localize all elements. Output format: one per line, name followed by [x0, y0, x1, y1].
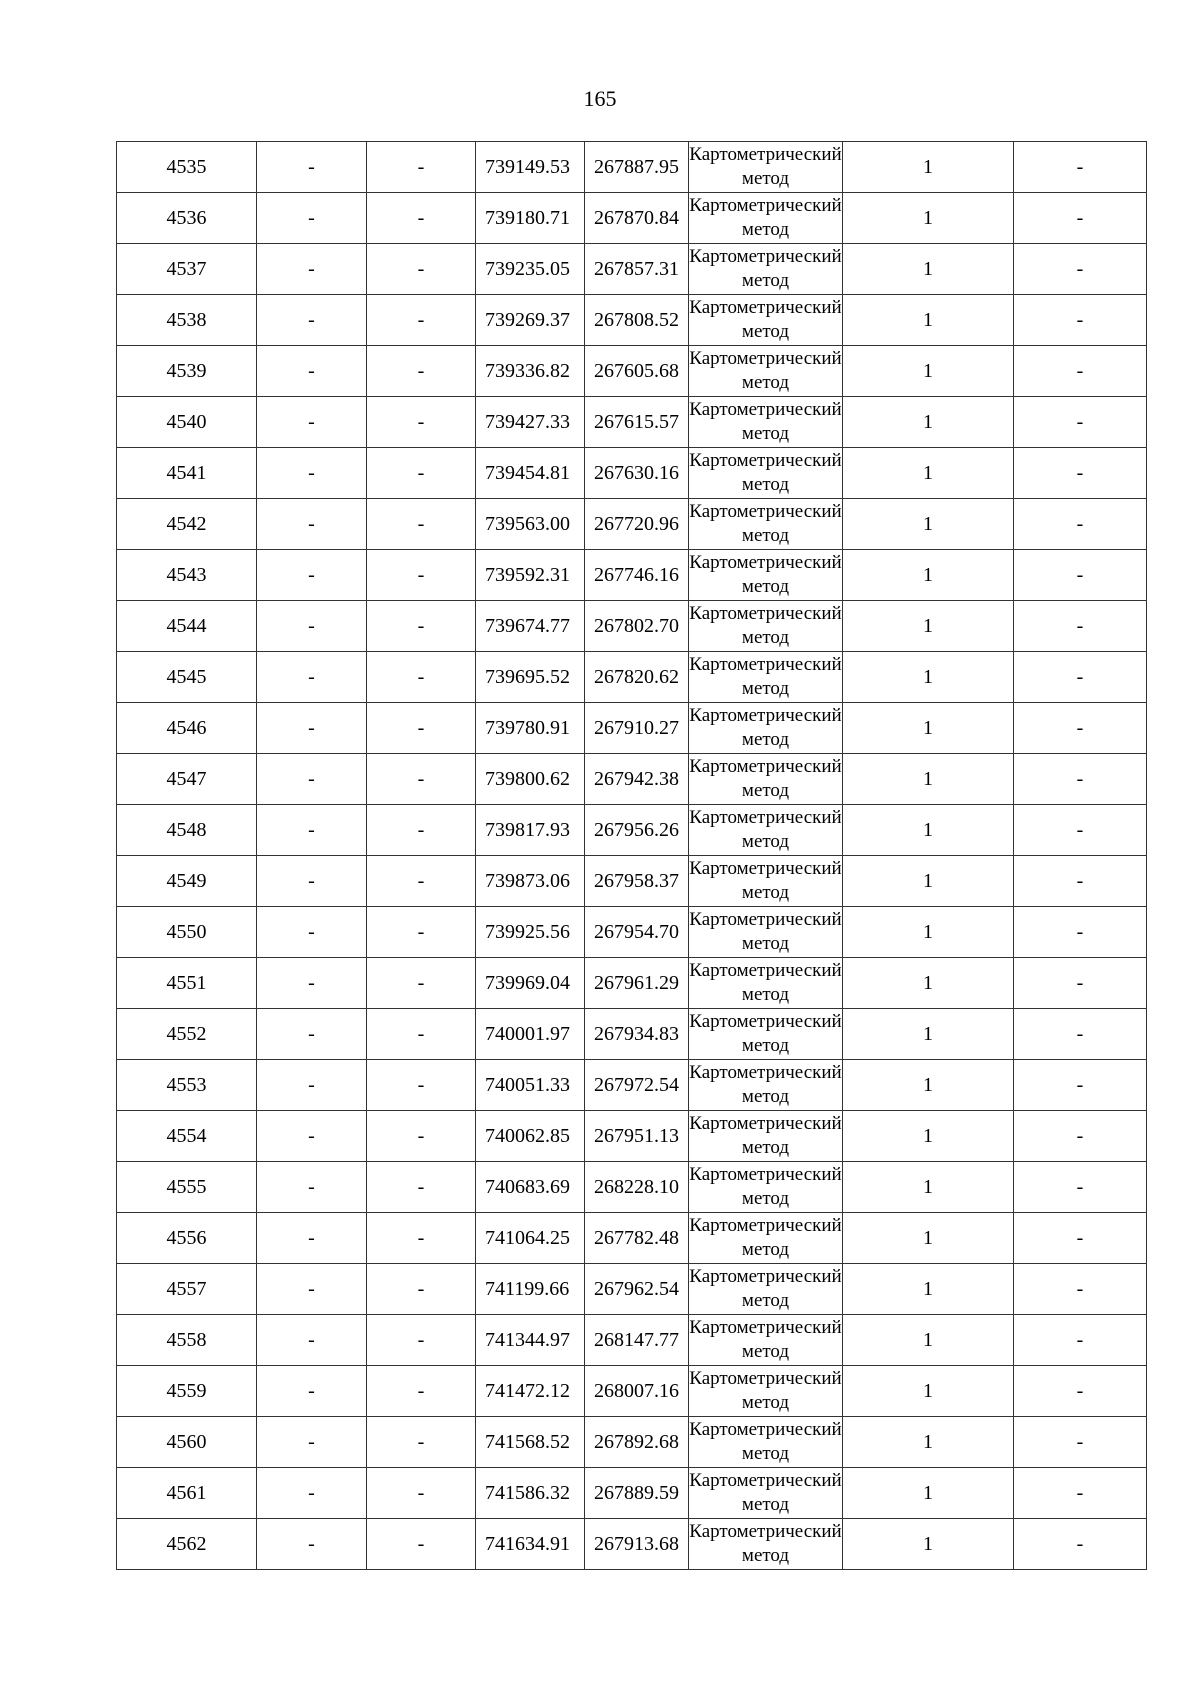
column-3-cell: - [367, 601, 476, 652]
method-cell: Картометрический метод [689, 1111, 843, 1162]
point-number-cell: 4538 [117, 295, 257, 346]
column-3-cell: - [367, 193, 476, 244]
table-row [117, 1162, 1147, 1213]
point-number-cell: 4543 [117, 550, 257, 601]
table-row [117, 1213, 1147, 1264]
last-column-cell: - [1014, 652, 1147, 703]
column-2-cell: - [257, 448, 367, 499]
coordinates-table [116, 141, 1147, 1570]
y-coordinate-cell: 267887.95 [585, 142, 689, 193]
y-coordinate-cell: 268007.16 [585, 1366, 689, 1417]
table-row [117, 193, 1147, 244]
column-3-cell: - [367, 856, 476, 907]
point-number-cell: 4562 [117, 1519, 257, 1570]
column-3-cell: - [367, 1417, 476, 1468]
count-cell: 1 [843, 958, 1014, 1009]
x-coordinate-cell: 739695.52 [476, 652, 585, 703]
x-coordinate-cell: 739674.77 [476, 601, 585, 652]
x-coordinate-cell: 741586.32 [476, 1468, 585, 1519]
last-column-cell: - [1014, 907, 1147, 958]
column-3-cell: - [367, 1264, 476, 1315]
x-coordinate-cell: 739269.37 [476, 295, 585, 346]
column-3-cell: - [367, 958, 476, 1009]
y-coordinate-cell: 268228.10 [585, 1162, 689, 1213]
x-coordinate-cell: 740001.97 [476, 1009, 585, 1060]
method-cell: Картометрический метод [689, 397, 843, 448]
y-coordinate-cell: 267942.38 [585, 754, 689, 805]
x-coordinate-cell: 741344.97 [476, 1315, 585, 1366]
method-cell: Картометрический метод [689, 1060, 843, 1111]
last-column-cell: - [1014, 448, 1147, 499]
count-cell: 1 [843, 550, 1014, 601]
table-row [117, 1009, 1147, 1060]
table-row [117, 1417, 1147, 1468]
table-row [117, 907, 1147, 958]
column-2-cell: - [257, 754, 367, 805]
y-coordinate-cell: 267972.54 [585, 1060, 689, 1111]
column-2-cell: - [257, 1519, 367, 1570]
last-column-cell: - [1014, 1468, 1147, 1519]
count-cell: 1 [843, 1264, 1014, 1315]
table-row [117, 958, 1147, 1009]
y-coordinate-cell: 267870.84 [585, 193, 689, 244]
point-number-cell: 4556 [117, 1213, 257, 1264]
column-2-cell: - [257, 652, 367, 703]
method-cell: Картометрический метод [689, 856, 843, 907]
last-column-cell: - [1014, 856, 1147, 907]
page-number: 165 [583, 86, 617, 111]
count-cell: 1 [843, 244, 1014, 295]
last-column-cell: - [1014, 958, 1147, 1009]
y-coordinate-cell: 267961.29 [585, 958, 689, 1009]
count-cell: 1 [843, 1366, 1014, 1417]
y-coordinate-cell: 267802.70 [585, 601, 689, 652]
method-cell: Картометрический метод [689, 1417, 843, 1468]
count-cell: 1 [843, 142, 1014, 193]
table-row [117, 397, 1147, 448]
method-cell: Картометрический метод [689, 805, 843, 856]
x-coordinate-cell: 741472.12 [476, 1366, 585, 1417]
x-coordinate-cell: 740051.33 [476, 1060, 585, 1111]
count-cell: 1 [843, 805, 1014, 856]
last-column-cell: - [1014, 1264, 1147, 1315]
column-2-cell: - [257, 1009, 367, 1060]
point-number-cell: 4549 [117, 856, 257, 907]
column-2-cell: - [257, 856, 367, 907]
table-row [117, 142, 1147, 193]
column-3-cell: - [367, 346, 476, 397]
y-coordinate-cell: 267782.48 [585, 1213, 689, 1264]
y-coordinate-cell: 267630.16 [585, 448, 689, 499]
y-coordinate-cell: 267910.27 [585, 703, 689, 754]
table-row [117, 703, 1147, 754]
last-column-cell: - [1014, 244, 1147, 295]
table-row [117, 1315, 1147, 1366]
table-row [117, 805, 1147, 856]
x-coordinate-cell: 739817.93 [476, 805, 585, 856]
point-number-cell: 4547 [117, 754, 257, 805]
count-cell: 1 [843, 397, 1014, 448]
column-3-cell: - [367, 1162, 476, 1213]
method-cell: Картометрический метод [689, 550, 843, 601]
x-coordinate-cell: 739925.56 [476, 907, 585, 958]
column-3-cell: - [367, 448, 476, 499]
y-coordinate-cell: 267889.59 [585, 1468, 689, 1519]
column-2-cell: - [257, 397, 367, 448]
y-coordinate-cell: 267857.31 [585, 244, 689, 295]
column-2-cell: - [257, 1315, 367, 1366]
count-cell: 1 [843, 1162, 1014, 1213]
column-2-cell: - [257, 601, 367, 652]
last-column-cell: - [1014, 1417, 1147, 1468]
method-cell: Картометрический метод [689, 448, 843, 499]
method-cell: Картометрический метод [689, 193, 843, 244]
table-row [117, 601, 1147, 652]
last-column-cell: - [1014, 1366, 1147, 1417]
y-coordinate-cell: 267605.68 [585, 346, 689, 397]
table-row [117, 244, 1147, 295]
point-number-cell: 4555 [117, 1162, 257, 1213]
table-row [117, 448, 1147, 499]
x-coordinate-cell: 739235.05 [476, 244, 585, 295]
column-3-cell: - [367, 295, 476, 346]
column-3-cell: - [367, 1468, 476, 1519]
count-cell: 1 [843, 1060, 1014, 1111]
table-row [117, 754, 1147, 805]
last-column-cell: - [1014, 1009, 1147, 1060]
column-2-cell: - [257, 907, 367, 958]
point-number-cell: 4561 [117, 1468, 257, 1519]
last-column-cell: - [1014, 805, 1147, 856]
last-column-cell: - [1014, 193, 1147, 244]
column-3-cell: - [367, 652, 476, 703]
last-column-cell: - [1014, 142, 1147, 193]
x-coordinate-cell: 740683.69 [476, 1162, 585, 1213]
last-column-cell: - [1014, 499, 1147, 550]
point-number-cell: 4557 [117, 1264, 257, 1315]
point-number-cell: 4552 [117, 1009, 257, 1060]
x-coordinate-cell: 739563.00 [476, 499, 585, 550]
table-row [117, 856, 1147, 907]
point-number-cell: 4558 [117, 1315, 257, 1366]
column-3-cell: - [367, 142, 476, 193]
table-row [117, 1519, 1147, 1570]
last-column-cell: - [1014, 295, 1147, 346]
method-cell: Картометрический метод [689, 754, 843, 805]
column-2-cell: - [257, 193, 367, 244]
method-cell: Картометрический метод [689, 1162, 843, 1213]
column-3-cell: - [367, 1213, 476, 1264]
table-row [117, 1111, 1147, 1162]
point-number-cell: 4535 [117, 142, 257, 193]
x-coordinate-cell: 739149.53 [476, 142, 585, 193]
count-cell: 1 [843, 1111, 1014, 1162]
count-cell: 1 [843, 754, 1014, 805]
point-number-cell: 4548 [117, 805, 257, 856]
last-column-cell: - [1014, 346, 1147, 397]
method-cell: Картометрический метод [689, 1213, 843, 1264]
column-2-cell: - [257, 550, 367, 601]
column-2-cell: - [257, 1417, 367, 1468]
table-row [117, 1468, 1147, 1519]
column-3-cell: - [367, 805, 476, 856]
column-3-cell: - [367, 397, 476, 448]
last-column-cell: - [1014, 601, 1147, 652]
x-coordinate-cell: 741568.52 [476, 1417, 585, 1468]
last-column-cell: - [1014, 1315, 1147, 1366]
point-number-cell: 4551 [117, 958, 257, 1009]
column-2-cell: - [257, 244, 367, 295]
method-cell: Картометрический метод [689, 958, 843, 1009]
column-2-cell: - [257, 1213, 367, 1264]
point-number-cell: 4539 [117, 346, 257, 397]
method-cell: Картометрический метод [689, 499, 843, 550]
count-cell: 1 [843, 1417, 1014, 1468]
method-cell: Картометрический метод [689, 1519, 843, 1570]
x-coordinate-cell: 741199.66 [476, 1264, 585, 1315]
column-3-cell: - [367, 1009, 476, 1060]
column-2-cell: - [257, 346, 367, 397]
column-2-cell: - [257, 1366, 367, 1417]
method-cell: Картометрический метод [689, 703, 843, 754]
count-cell: 1 [843, 295, 1014, 346]
y-coordinate-cell: 267746.16 [585, 550, 689, 601]
x-coordinate-cell: 739427.33 [476, 397, 585, 448]
column-2-cell: - [257, 1060, 367, 1111]
column-2-cell: - [257, 1111, 367, 1162]
x-coordinate-cell: 739336.82 [476, 346, 585, 397]
x-coordinate-cell: 741064.25 [476, 1213, 585, 1264]
y-coordinate-cell: 267892.68 [585, 1417, 689, 1468]
table-row [117, 499, 1147, 550]
column-2-cell: - [257, 1468, 367, 1519]
point-number-cell: 4540 [117, 397, 257, 448]
point-number-cell: 4545 [117, 652, 257, 703]
method-cell: Картометрический метод [689, 244, 843, 295]
last-column-cell: - [1014, 754, 1147, 805]
column-3-cell: - [367, 1315, 476, 1366]
table-row [117, 1366, 1147, 1417]
last-column-cell: - [1014, 1213, 1147, 1264]
last-column-cell: - [1014, 550, 1147, 601]
column-2-cell: - [257, 1162, 367, 1213]
column-2-cell: - [257, 703, 367, 754]
count-cell: 1 [843, 448, 1014, 499]
table-row [117, 295, 1147, 346]
x-coordinate-cell: 740062.85 [476, 1111, 585, 1162]
column-3-cell: - [367, 244, 476, 295]
method-cell: Картометрический метод [689, 1264, 843, 1315]
y-coordinate-cell: 267720.96 [585, 499, 689, 550]
column-3-cell: - [367, 1060, 476, 1111]
point-number-cell: 4554 [117, 1111, 257, 1162]
count-cell: 1 [843, 1519, 1014, 1570]
method-cell: Картометрический метод [689, 1315, 843, 1366]
column-2-cell: - [257, 805, 367, 856]
y-coordinate-cell: 267958.37 [585, 856, 689, 907]
count-cell: 1 [843, 1009, 1014, 1060]
y-coordinate-cell: 267956.26 [585, 805, 689, 856]
column-3-cell: - [367, 550, 476, 601]
method-cell: Картометрический метод [689, 1366, 843, 1417]
column-3-cell: - [367, 1366, 476, 1417]
method-cell: Картометрический метод [689, 142, 843, 193]
method-cell: Картометрический метод [689, 601, 843, 652]
method-cell: Картометрический метод [689, 907, 843, 958]
y-coordinate-cell: 267913.68 [585, 1519, 689, 1570]
column-3-cell: - [367, 754, 476, 805]
y-coordinate-cell: 267820.62 [585, 652, 689, 703]
point-number-cell: 4536 [117, 193, 257, 244]
method-cell: Картометрический метод [689, 652, 843, 703]
last-column-cell: - [1014, 703, 1147, 754]
point-number-cell: 4550 [117, 907, 257, 958]
method-cell: Картометрический метод [689, 346, 843, 397]
table-row [117, 1264, 1147, 1315]
table-row [117, 1060, 1147, 1111]
x-coordinate-cell: 739180.71 [476, 193, 585, 244]
count-cell: 1 [843, 652, 1014, 703]
table-body [117, 142, 1147, 1570]
point-number-cell: 4559 [117, 1366, 257, 1417]
count-cell: 1 [843, 346, 1014, 397]
last-column-cell: - [1014, 397, 1147, 448]
last-column-cell: - [1014, 1162, 1147, 1213]
column-2-cell: - [257, 499, 367, 550]
last-column-cell: - [1014, 1111, 1147, 1162]
point-number-cell: 4541 [117, 448, 257, 499]
point-number-cell: 4560 [117, 1417, 257, 1468]
table-row [117, 550, 1147, 601]
column-3-cell: - [367, 907, 476, 958]
column-3-cell: - [367, 499, 476, 550]
count-cell: 1 [843, 193, 1014, 244]
count-cell: 1 [843, 907, 1014, 958]
column-2-cell: - [257, 1264, 367, 1315]
y-coordinate-cell: 267615.57 [585, 397, 689, 448]
y-coordinate-cell: 267951.13 [585, 1111, 689, 1162]
last-column-cell: - [1014, 1519, 1147, 1570]
count-cell: 1 [843, 856, 1014, 907]
table-row [117, 652, 1147, 703]
column-3-cell: - [367, 1111, 476, 1162]
y-coordinate-cell: 267808.52 [585, 295, 689, 346]
last-column-cell: - [1014, 1060, 1147, 1111]
x-coordinate-cell: 739873.06 [476, 856, 585, 907]
count-cell: 1 [843, 703, 1014, 754]
point-number-cell: 4544 [117, 601, 257, 652]
table-row [117, 346, 1147, 397]
count-cell: 1 [843, 1468, 1014, 1519]
point-number-cell: 4553 [117, 1060, 257, 1111]
column-2-cell: - [257, 958, 367, 1009]
y-coordinate-cell: 268147.77 [585, 1315, 689, 1366]
point-number-cell: 4537 [117, 244, 257, 295]
count-cell: 1 [843, 499, 1014, 550]
point-number-cell: 4542 [117, 499, 257, 550]
method-cell: Картометрический метод [689, 1009, 843, 1060]
column-2-cell: - [257, 295, 367, 346]
method-cell: Картометрический метод [689, 295, 843, 346]
count-cell: 1 [843, 1315, 1014, 1366]
x-coordinate-cell: 739969.04 [476, 958, 585, 1009]
count-cell: 1 [843, 601, 1014, 652]
column-3-cell: - [367, 703, 476, 754]
point-number-cell: 4546 [117, 703, 257, 754]
column-3-cell: - [367, 1519, 476, 1570]
x-coordinate-cell: 739592.31 [476, 550, 585, 601]
x-coordinate-cell: 739454.81 [476, 448, 585, 499]
y-coordinate-cell: 267934.83 [585, 1009, 689, 1060]
y-coordinate-cell: 267962.54 [585, 1264, 689, 1315]
method-cell: Картометрический метод [689, 1468, 843, 1519]
x-coordinate-cell: 739800.62 [476, 754, 585, 805]
x-coordinate-cell: 741634.91 [476, 1519, 585, 1570]
y-coordinate-cell: 267954.70 [585, 907, 689, 958]
count-cell: 1 [843, 1213, 1014, 1264]
column-2-cell: - [257, 142, 367, 193]
x-coordinate-cell: 739780.91 [476, 703, 585, 754]
